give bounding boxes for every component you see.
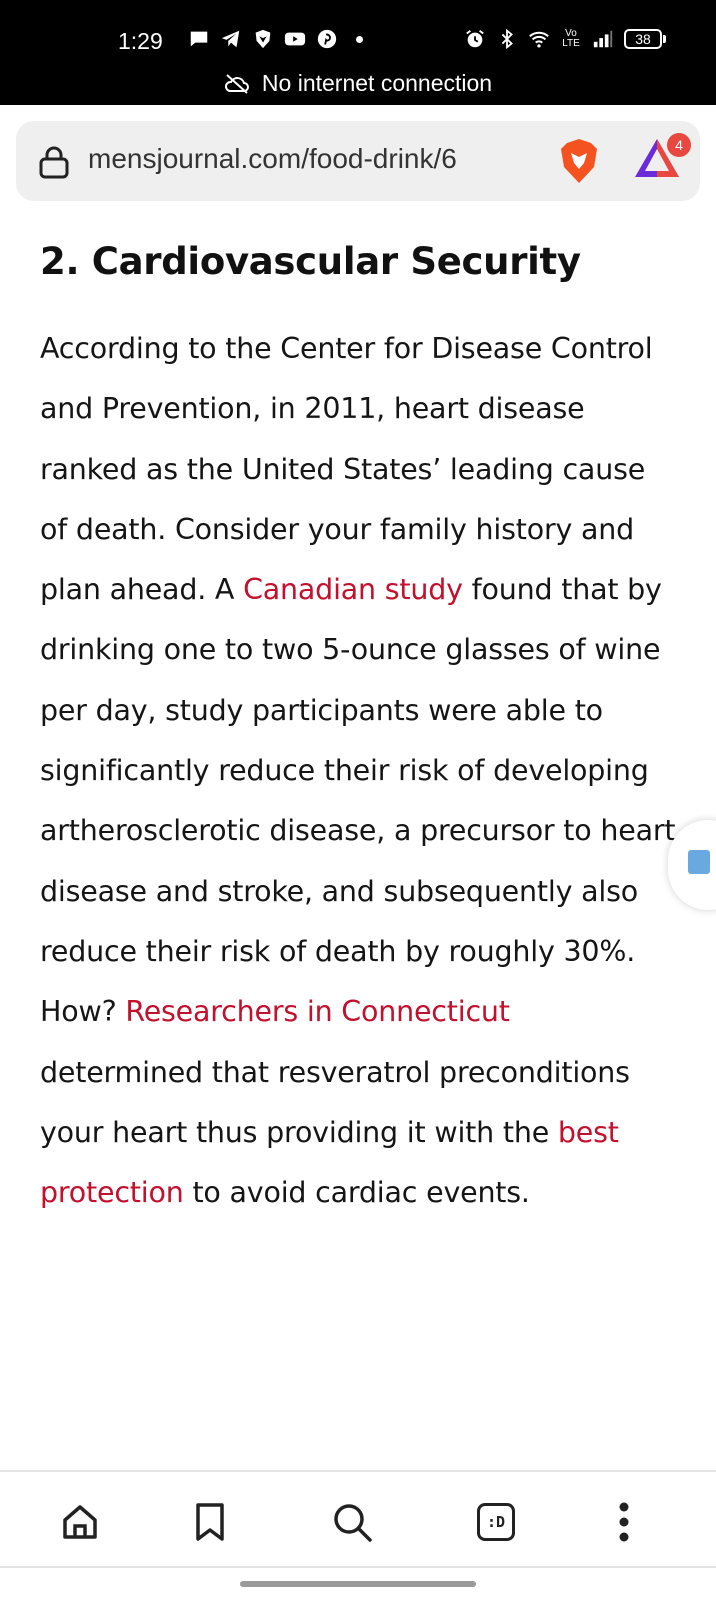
home-button[interactable]: [50, 1492, 110, 1552]
address-bar[interactable]: [16, 121, 700, 201]
browser-toolbar: [0, 105, 716, 205]
bookmark-icon: [193, 1502, 227, 1542]
telegram-icon: [220, 28, 242, 50]
cloud-off-icon: [224, 73, 250, 95]
bluetooth-icon: [496, 28, 518, 50]
bookmarks-button[interactable]: [180, 1492, 240, 1552]
lock-icon[interactable]: [38, 145, 70, 179]
brave-shield-icon: [252, 28, 274, 50]
battery-indicator: [624, 29, 666, 49]
brave-shields-icon[interactable]: [558, 137, 600, 185]
battery-level: 38: [624, 29, 662, 49]
brave-rewards-button[interactable]: [633, 135, 683, 185]
researchers-connecticut-link[interactable]: Researchers in Connecticut: [125, 995, 510, 1029]
alarm-icon: [464, 28, 486, 50]
paragraph-text: According to the Center for Disease Control and Prevention, in 2011, heart disease ranked as the United States’ leading cause of death. Consider your family history and plan ahead. A: [40, 332, 653, 607]
network-status: [0, 70, 716, 97]
search-icon: [331, 1501, 373, 1543]
youtube-icon: [284, 28, 306, 50]
search-button[interactable]: [322, 1492, 382, 1552]
home-icon: [60, 1502, 100, 1542]
best-protection-link[interactable]: best protection: [40, 1115, 619, 1210]
wifi-icon: [528, 28, 550, 50]
tabs-icon: [477, 1503, 515, 1541]
article-content: [40, 240, 680, 1223]
battery-tip: [663, 35, 666, 43]
network-message: No internet connection: [261, 70, 493, 96]
url-text[interactable]: mensjournal.com/food-drink/6: [88, 143, 457, 174]
menu-button[interactable]: [594, 1492, 654, 1552]
paragraph-text: determined that resveratrol preconditions your heart thus providing it with the: [40, 1055, 630, 1149]
pinterest-icon: [316, 28, 338, 50]
chat-bubble-icon: [188, 28, 210, 50]
paragraph-text: found that by drinking one to two 5-ounce glasses of wine per day, study participants were able to significantly reduce their risk of developing artherosclerotic disease, a precursor to heart disease and stroke, and subsequently also reduce their risk of death by roughly 30%. How?: [40, 573, 676, 1029]
rewards-badge: 4: [667, 133, 691, 157]
system-icons: [464, 28, 666, 50]
more-vertical-icon: [618, 1502, 630, 1542]
more-notifications-dot: [356, 36, 363, 43]
side-tab-icon: [688, 850, 710, 874]
canadian-study-link[interactable]: Canadian study: [243, 573, 463, 607]
signal-icon: [592, 28, 614, 50]
bottom-navigation: [0, 1470, 716, 1570]
article-paragraph: [40, 319, 680, 1223]
tabs-label: :D: [486, 1513, 506, 1531]
status-bar: [0, 0, 716, 105]
home-indicator[interactable]: [240, 1581, 476, 1587]
paragraph-text: to avoid cardiac events.: [183, 1176, 530, 1210]
tabs-button[interactable]: [466, 1492, 526, 1552]
article-heading: 2. Cardiovascular Security: [40, 240, 581, 283]
nav-divider: [0, 1566, 716, 1568]
status-time: 1:29: [118, 28, 163, 54]
notification-icons: [188, 28, 363, 50]
volte-label: Vo LTE: [562, 28, 580, 49]
